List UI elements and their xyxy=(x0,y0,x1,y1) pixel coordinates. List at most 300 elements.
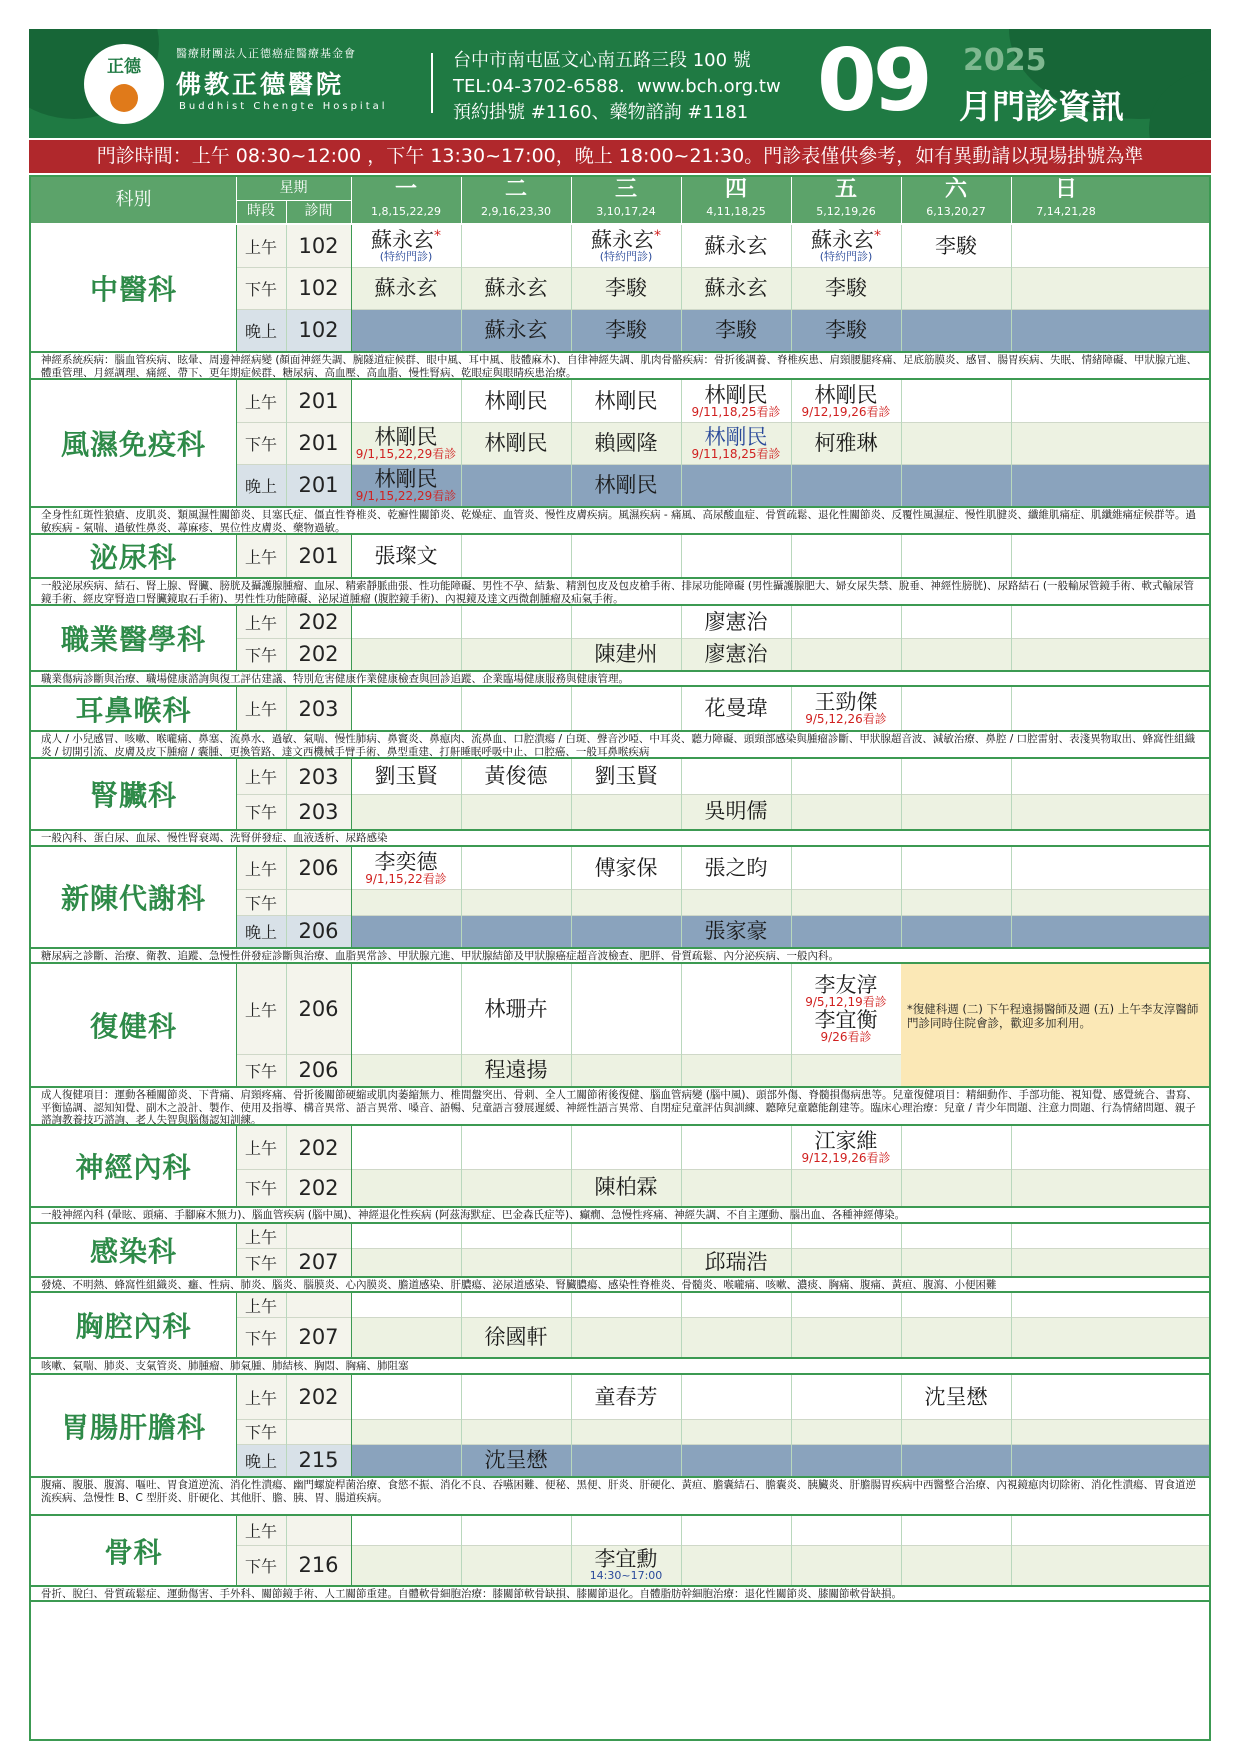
schedule-cell xyxy=(351,606,461,638)
schedule-cell xyxy=(901,638,1011,670)
doctor-name: 林剛民 xyxy=(594,388,658,413)
schedule-cell xyxy=(571,422,681,464)
schedule-cell xyxy=(571,267,681,309)
grid-line xyxy=(351,225,352,351)
schedule-cell xyxy=(571,1375,681,1419)
grid-line xyxy=(1011,380,1012,506)
doctor-name: 廖憲治 xyxy=(704,609,768,634)
schedule-cell xyxy=(461,1419,571,1444)
grid-line xyxy=(901,606,902,670)
schedule-cell xyxy=(791,1224,901,1248)
grid-line xyxy=(236,1375,237,1476)
clinic-date-note: 9/5,12,26看診 xyxy=(805,712,887,727)
schedule-cell xyxy=(901,687,1011,730)
clinic-date-note: 9/5,12,19看診 xyxy=(805,995,887,1010)
dept-name: 胃腸肝膽科 xyxy=(60,1410,206,1444)
special-clinic-star: * xyxy=(434,228,441,245)
schedule-cell xyxy=(791,915,901,947)
schedule-cell xyxy=(681,964,791,1054)
grid-line xyxy=(31,1276,1211,1278)
grid-line xyxy=(351,1293,352,1357)
schedule-cell xyxy=(1011,915,1121,947)
schedule-cell xyxy=(1011,1545,1121,1585)
doctor-name: 邱瑞浩 xyxy=(704,1249,768,1274)
grid-line xyxy=(1011,1375,1012,1476)
period-label: 下午 xyxy=(236,638,286,670)
grid-line xyxy=(1011,177,1012,223)
period-label: 下午 xyxy=(236,794,286,829)
day-dates-header: 5,12,19,26 xyxy=(816,205,876,218)
schedule-cell xyxy=(571,794,681,829)
grid-line xyxy=(286,1375,287,1476)
dept-description: 骨折、脫臼、骨質疏鬆症、運動傷害、手外科、關節鏡手術、人工關節重建。自體軟骨細胞治療：膝關節軟骨缺損、膝關節退化。自體脂肪幹細胞治療：退化性關節炎、膝關節軟骨缺損。 xyxy=(41,1588,902,1600)
doctor-name: 李駿 xyxy=(605,275,647,300)
schedule-cell xyxy=(681,1054,791,1086)
schedule-cell xyxy=(461,380,571,422)
clinic-subnote: (特約門診) xyxy=(819,250,873,264)
room-number: 203 xyxy=(286,794,351,829)
schedule-cell xyxy=(351,1169,461,1206)
schedule-cell xyxy=(1011,267,1121,309)
grid-line xyxy=(351,964,352,1086)
grid-line xyxy=(236,847,237,947)
schedule-cell xyxy=(901,225,1011,267)
schedule-cell xyxy=(571,1545,681,1585)
grid-line xyxy=(681,225,682,351)
period-label: 上午 xyxy=(236,1224,286,1248)
header-divider xyxy=(431,53,433,113)
day-dates-header: 1,8,15,22,29 xyxy=(371,205,441,218)
grid-line xyxy=(571,177,572,223)
grid-line xyxy=(681,759,682,829)
schedule-cell xyxy=(1011,1375,1121,1419)
doctor-name: 劉玉賢 xyxy=(594,764,658,789)
room-number: 202 xyxy=(286,606,351,638)
schedule-cell xyxy=(571,1054,681,1086)
doctor-name: 蘇永玄* xyxy=(371,228,441,253)
grid-line xyxy=(351,1375,352,1476)
grid-line xyxy=(791,1375,792,1476)
year-label: 2025 xyxy=(963,43,1047,78)
schedule-cell xyxy=(351,1516,461,1545)
doctor-name: 李駿 xyxy=(825,275,867,300)
hospital-name-en: Buddhist Chengte Hospital xyxy=(179,101,388,112)
schedule-cell xyxy=(461,915,571,947)
day-name-header: 二 xyxy=(504,177,527,202)
grid-line xyxy=(461,759,462,829)
doctor-name: 李奕德 xyxy=(374,849,438,874)
period-label: 下午 xyxy=(236,267,286,309)
grid-line xyxy=(351,606,352,670)
schedule-cell xyxy=(681,1375,791,1419)
schedule-cell xyxy=(901,309,1011,351)
grid-line xyxy=(1011,1224,1012,1276)
logo-emblem xyxy=(110,84,138,112)
grid-line xyxy=(286,200,287,223)
grid-line xyxy=(901,1224,902,1276)
day-name-header: 六 xyxy=(944,177,967,202)
room-number: 206 xyxy=(286,964,351,1054)
period-label: 上午 xyxy=(236,1293,286,1317)
period-label: 下午 xyxy=(236,1054,286,1086)
schedule-table xyxy=(29,175,1211,1741)
grid-line xyxy=(286,759,287,829)
period-label: 晚上 xyxy=(236,309,286,351)
grid-line xyxy=(31,670,1211,672)
schedule-cell xyxy=(681,794,791,829)
schedule-cell xyxy=(571,380,681,422)
schedule-cell xyxy=(351,225,461,267)
schedule-cell xyxy=(901,1126,1011,1169)
doctor-name: 林剛民 xyxy=(374,466,438,491)
period-label: 上午 xyxy=(236,964,286,1054)
schedule-cell xyxy=(351,638,461,670)
schedule-cell xyxy=(461,1444,571,1476)
schedule-cell xyxy=(791,687,901,730)
room-number: 206 xyxy=(286,847,351,889)
schedule-cell xyxy=(461,687,571,730)
schedule-cell xyxy=(901,1293,1011,1317)
grid-line xyxy=(1011,535,1012,577)
schedule-cell xyxy=(681,422,791,464)
schedule-cell xyxy=(461,638,571,670)
day-dates-header: 3,10,17,24 xyxy=(596,205,656,218)
doctor-name: 黃俊德 xyxy=(484,764,548,789)
grid-line xyxy=(791,535,792,577)
period-label: 上午 xyxy=(236,606,286,638)
hospital-logo xyxy=(84,44,164,124)
schedule-cell xyxy=(1011,606,1121,638)
schedule-cell xyxy=(571,1224,681,1248)
schedule-cell xyxy=(571,606,681,638)
grid-line xyxy=(1011,225,1012,351)
room-number xyxy=(286,889,351,915)
grid-line xyxy=(461,535,462,577)
doctor-name: 蘇永玄 xyxy=(704,233,768,258)
grid-line xyxy=(351,1224,352,1276)
grid-line xyxy=(681,687,682,730)
doctor-name: 陳柏霖 xyxy=(594,1175,658,1200)
room-number: 201 xyxy=(286,464,351,506)
schedule-cell xyxy=(571,759,681,794)
doctor-name: 張家豪 xyxy=(704,918,768,943)
dept-description: 發燒、不明熱、蜂窩性組織炎、癰、性病、肺炎、腦炎、腦膜炎、心內膜炎、膽道感染、肝膿瘍、泌尿道感染、腎臟膿瘍、感染性脊椎炎、骨髓炎、喉嚨痛、咳嗽、濃痰、胸痛、腹痛、黃疸、腹瀉、小便困難 xyxy=(41,1279,997,1291)
grid-line xyxy=(791,759,792,829)
grid-line xyxy=(236,1248,1211,1249)
schedule-cell xyxy=(791,606,901,638)
schedule-cell xyxy=(901,1169,1011,1206)
schedule-cell xyxy=(681,1444,791,1476)
schedule-cell xyxy=(351,759,461,794)
doctor-name: 蘇永玄 xyxy=(484,275,548,300)
grid-line xyxy=(236,380,237,506)
schedule-cell xyxy=(571,1317,681,1357)
schedule-cell xyxy=(681,889,791,915)
schedule-cell xyxy=(901,422,1011,464)
schedule-cell xyxy=(791,1545,901,1585)
grid-line xyxy=(571,964,572,1086)
grid-line xyxy=(461,1375,462,1476)
grid-line xyxy=(236,1126,237,1206)
grid-line xyxy=(351,380,352,506)
grid-line xyxy=(681,1293,682,1357)
grid-line xyxy=(461,1126,462,1206)
clinic-hours-notice: 門診時間：上午 08:30~12:00 ，下午 13:30~17:00，晚上 18:00~21:30。門診表僅供參考，如有異動請以現場掛號為準 xyxy=(29,140,1211,173)
schedule-cell xyxy=(681,267,791,309)
schedule-cell xyxy=(901,1224,1011,1248)
room-number xyxy=(286,1293,351,1317)
grid-line xyxy=(461,606,462,670)
grid-line xyxy=(901,177,902,223)
hospital-name: 佛教正德醫院 xyxy=(176,70,345,99)
grid-line xyxy=(1011,847,1012,947)
schedule-cell xyxy=(901,847,1011,889)
grid-line xyxy=(31,730,1211,732)
schedule-cell xyxy=(571,687,681,730)
grid-line xyxy=(1011,687,1012,730)
schedule-cell xyxy=(791,794,901,829)
period-label: 上午 xyxy=(236,1126,286,1169)
dept-name: 神經內科 xyxy=(75,1151,192,1184)
room-number: 207 xyxy=(286,1248,351,1276)
doctor-name: 劉玉賢 xyxy=(374,764,438,789)
schedule-cell xyxy=(681,1248,791,1276)
doctor-name: 蘇永玄* xyxy=(811,228,881,253)
schedule-cell xyxy=(681,638,791,670)
clinic-subnote: 14:30~17:00 xyxy=(589,1569,663,1583)
schedule-cell xyxy=(461,1224,571,1248)
schedule-cell xyxy=(461,606,571,638)
grid-line xyxy=(236,1444,1211,1445)
schedule-cell xyxy=(681,1126,791,1169)
grid-line xyxy=(351,759,352,829)
schedule-cell xyxy=(681,535,791,577)
hospital-booking: 預約掛號 #1160、藥物諮詢 #1181 xyxy=(453,102,749,123)
grid-line xyxy=(681,847,682,947)
grid-line xyxy=(286,1126,287,1206)
doctor-name: 林剛民 xyxy=(814,382,878,407)
period-header: 時段 xyxy=(247,203,275,219)
schedule-cell xyxy=(681,309,791,351)
schedule-cell xyxy=(351,380,461,422)
doctor-name: 林剛民 xyxy=(704,424,768,449)
schedule-cell xyxy=(1011,1224,1121,1248)
schedule-cell xyxy=(791,889,901,915)
grid-line xyxy=(461,1293,462,1357)
grid-line xyxy=(571,380,572,506)
period-label: 上午 xyxy=(236,759,286,794)
room-number: 201 xyxy=(286,380,351,422)
schedule-cell xyxy=(1011,309,1121,351)
schedule-cell xyxy=(461,1293,571,1317)
schedule-cell xyxy=(351,964,461,1054)
period-label: 晚上 xyxy=(236,464,286,506)
room-number: 102 xyxy=(286,225,351,267)
dept-description: 一般神經內科 (暈眩、頭痛、手腳麻木無力)、腦血管疾病 (腦中風)、神經退化性疾病 (阿茲海默症、巴金森氏症等)、癲癇、急慢性疼痛、神經失調、不自主運動、腦出血、各種神經傳染。 xyxy=(41,1209,906,1221)
schedule-cell xyxy=(681,915,791,947)
grid-line xyxy=(791,1293,792,1357)
grid-line xyxy=(236,1419,1211,1420)
schedule-cell xyxy=(681,1419,791,1444)
schedule-cell xyxy=(681,464,791,506)
doctor-name: 林剛民 xyxy=(594,472,658,497)
schedule-cell xyxy=(351,1545,461,1585)
schedule-cell xyxy=(681,847,791,889)
grid-line xyxy=(571,225,572,351)
clinic-date-note: 9/12,19,26看診 xyxy=(801,404,891,419)
schedule-cell xyxy=(461,535,571,577)
grid-line xyxy=(286,535,287,577)
period-label: 下午 xyxy=(236,889,286,915)
schedule-cell xyxy=(901,759,1011,794)
grid-line xyxy=(31,351,1211,353)
grid-line xyxy=(236,638,1211,639)
schedule-cell xyxy=(351,1054,461,1086)
grid-line xyxy=(791,225,792,351)
schedule-cell xyxy=(1011,1444,1121,1476)
schedule-cell xyxy=(681,1169,791,1206)
grid-line xyxy=(351,1516,352,1585)
day-name-header: 日 xyxy=(1054,177,1077,202)
room-header: 診間 xyxy=(304,203,333,219)
doctor-name: 柯雅琳 xyxy=(814,430,878,455)
grid-line xyxy=(1011,1293,1012,1357)
period-label: 下午 xyxy=(236,1248,286,1276)
grid-line xyxy=(791,380,792,506)
doctor-name: 張璨文 xyxy=(374,543,438,568)
grid-line xyxy=(571,1224,572,1276)
schedule-cell xyxy=(571,1293,681,1317)
grid-line xyxy=(901,1293,902,1357)
dept-description: 一般泌尿疾病、結石、腎上腺、腎臟、膀胱及攝護腺腫瘤、血尿、精索靜脈曲張、性功能障礙、男性不孕、結紮、精割包皮及包皮槍手術、排尿功能障礙 (男性攝護腺肥大、婦女尿失禁、脫垂、神經性膀胱)、尿路結石 (一般輸尿管鏡手術、軟式輸尿管鏡手術、經皮穿腎造口腎臟鏡取石手術)、男性性功能障礙、泌尿道腫瘤 (腹腔鏡手術)、內視鏡及達文西微創腫瘤及疝氣手術。 xyxy=(41,580,1194,604)
schedule-cell xyxy=(791,759,901,794)
schedule-cell xyxy=(791,1516,901,1545)
period-label: 上午 xyxy=(236,687,286,730)
schedule-cell xyxy=(681,1317,791,1357)
grid-line xyxy=(351,535,352,577)
schedule-cell xyxy=(351,889,461,915)
doctor-name: 陳建州 xyxy=(594,641,658,666)
grid-line xyxy=(461,177,462,223)
dept-name: 感染科 xyxy=(89,1235,177,1268)
dept-name: 職業醫學科 xyxy=(60,623,206,656)
schedule-cell xyxy=(1011,759,1121,794)
schedule-cell xyxy=(681,1545,791,1585)
doctor-name: 江家維 xyxy=(814,1129,878,1154)
schedule-cell xyxy=(791,1248,901,1276)
grid-line xyxy=(901,759,902,829)
grid-line xyxy=(236,267,1211,268)
doctor-name: 李宜衡 xyxy=(814,1008,878,1032)
schedule-cell xyxy=(791,1419,901,1444)
doctor-name: 林剛民 xyxy=(484,430,548,455)
schedule-cell xyxy=(461,847,571,889)
doctor-name: 蘇永玄* xyxy=(591,228,661,253)
grid-line xyxy=(236,889,1211,890)
clinic-date-note: 9/11,18,25看診 xyxy=(691,404,781,419)
grid-line xyxy=(351,687,352,730)
grid-line xyxy=(31,1357,1211,1359)
grid-line xyxy=(236,535,237,577)
schedule-cell xyxy=(791,638,901,670)
clinic-date-note: 9/12,19,26看診 xyxy=(801,1151,891,1166)
period-label: 上午 xyxy=(236,225,286,267)
schedule-cell xyxy=(791,847,901,889)
schedule-cell xyxy=(461,1054,571,1086)
grid-line xyxy=(31,506,1211,508)
dept-description: 成人復健項目：運動各種關節炎、下背痛、肩頸疼痛、骨折後關節硬縮或肌肉萎縮無力、椎間盤突出、骨刺、全人工關節術後復健、腦血管病變 (腦中風)、頭部外傷、脊髓損傷病患等。兒童復健項目：精細動作、手部功能、視知覺、感覺統合、書寫、平衡協調、認知知覺、副木之設計、製作、使用及指導、構音異常、語言異常、嗓音、語暢、兒童語言發展遲緩、神經性語言異常、自閉症兒童評估與訓練、聽障兒童聽能創建等。臨床心理治療：兒童 / 青少年問題、注意力問題、行為情緒問題、親子諮詢教養技巧諮詢、老人失智與腦傷認知訓練。 xyxy=(41,1089,1198,1124)
schedule-cell xyxy=(461,1375,571,1419)
grid-line xyxy=(31,577,1211,579)
grid-line xyxy=(286,687,287,730)
dept-name: 中醫科 xyxy=(89,273,177,306)
room-number: 102 xyxy=(286,267,351,309)
schedule-cell xyxy=(791,1293,901,1317)
doctor-name: 蘇永玄 xyxy=(374,275,438,300)
schedule-cell xyxy=(571,225,681,267)
doctor-name: 張之昀 xyxy=(704,855,768,880)
schedule-cell xyxy=(901,1516,1011,1545)
dept-name: 風濕免疫科 xyxy=(60,428,206,461)
schedule-cell xyxy=(791,380,901,422)
grid-line xyxy=(31,829,1211,831)
schedule-cell xyxy=(461,1248,571,1276)
schedule-cell xyxy=(681,759,791,794)
grid-line xyxy=(286,225,287,351)
schedule-cell xyxy=(1011,1317,1121,1357)
grid-line xyxy=(236,687,237,730)
schedule-cell xyxy=(351,847,461,889)
dept-name: 胸腔內科 xyxy=(75,1310,192,1343)
grid-line xyxy=(571,535,572,577)
schedule-cell xyxy=(571,847,681,889)
grid-line xyxy=(461,225,462,351)
schedule-cell xyxy=(791,464,901,506)
title-label: 月門診資訊 xyxy=(959,87,1124,126)
schedule-cell xyxy=(681,380,791,422)
schedule-cell xyxy=(351,915,461,947)
grid-line xyxy=(461,847,462,947)
schedule-cell xyxy=(461,1545,571,1585)
schedule-cell xyxy=(351,1126,461,1169)
doctor-name: 吳明儒 xyxy=(704,799,768,824)
doctor-name: 花曼瑋 xyxy=(704,696,768,721)
doctor-name: 程遠揚 xyxy=(484,1057,548,1082)
grid-line xyxy=(31,1585,1211,1587)
clinic-date-note: 9/11,18,25看診 xyxy=(691,446,781,461)
doctor-name: 徐國軒 xyxy=(484,1324,548,1349)
doctor-name: 李宜勳 xyxy=(594,1547,658,1572)
grid-line xyxy=(571,1375,572,1476)
room-number: 203 xyxy=(286,759,351,794)
grid-line xyxy=(681,535,682,577)
schedule-cell xyxy=(791,1126,901,1169)
schedule-cell xyxy=(791,1054,901,1086)
room-number xyxy=(286,1224,351,1248)
grid-line xyxy=(236,1293,237,1357)
day-dates-header: 2,9,16,23,30 xyxy=(481,205,551,218)
grid-line xyxy=(571,759,572,829)
schedule-cell xyxy=(461,422,571,464)
schedule-cell xyxy=(791,225,901,267)
schedule-cell xyxy=(351,1248,461,1276)
schedule-cell xyxy=(901,1419,1011,1444)
schedule-cell xyxy=(351,1224,461,1248)
schedule-cell xyxy=(351,422,461,464)
grid-line xyxy=(236,1169,1211,1170)
schedule-cell xyxy=(1011,380,1121,422)
grid-line xyxy=(286,1293,287,1357)
